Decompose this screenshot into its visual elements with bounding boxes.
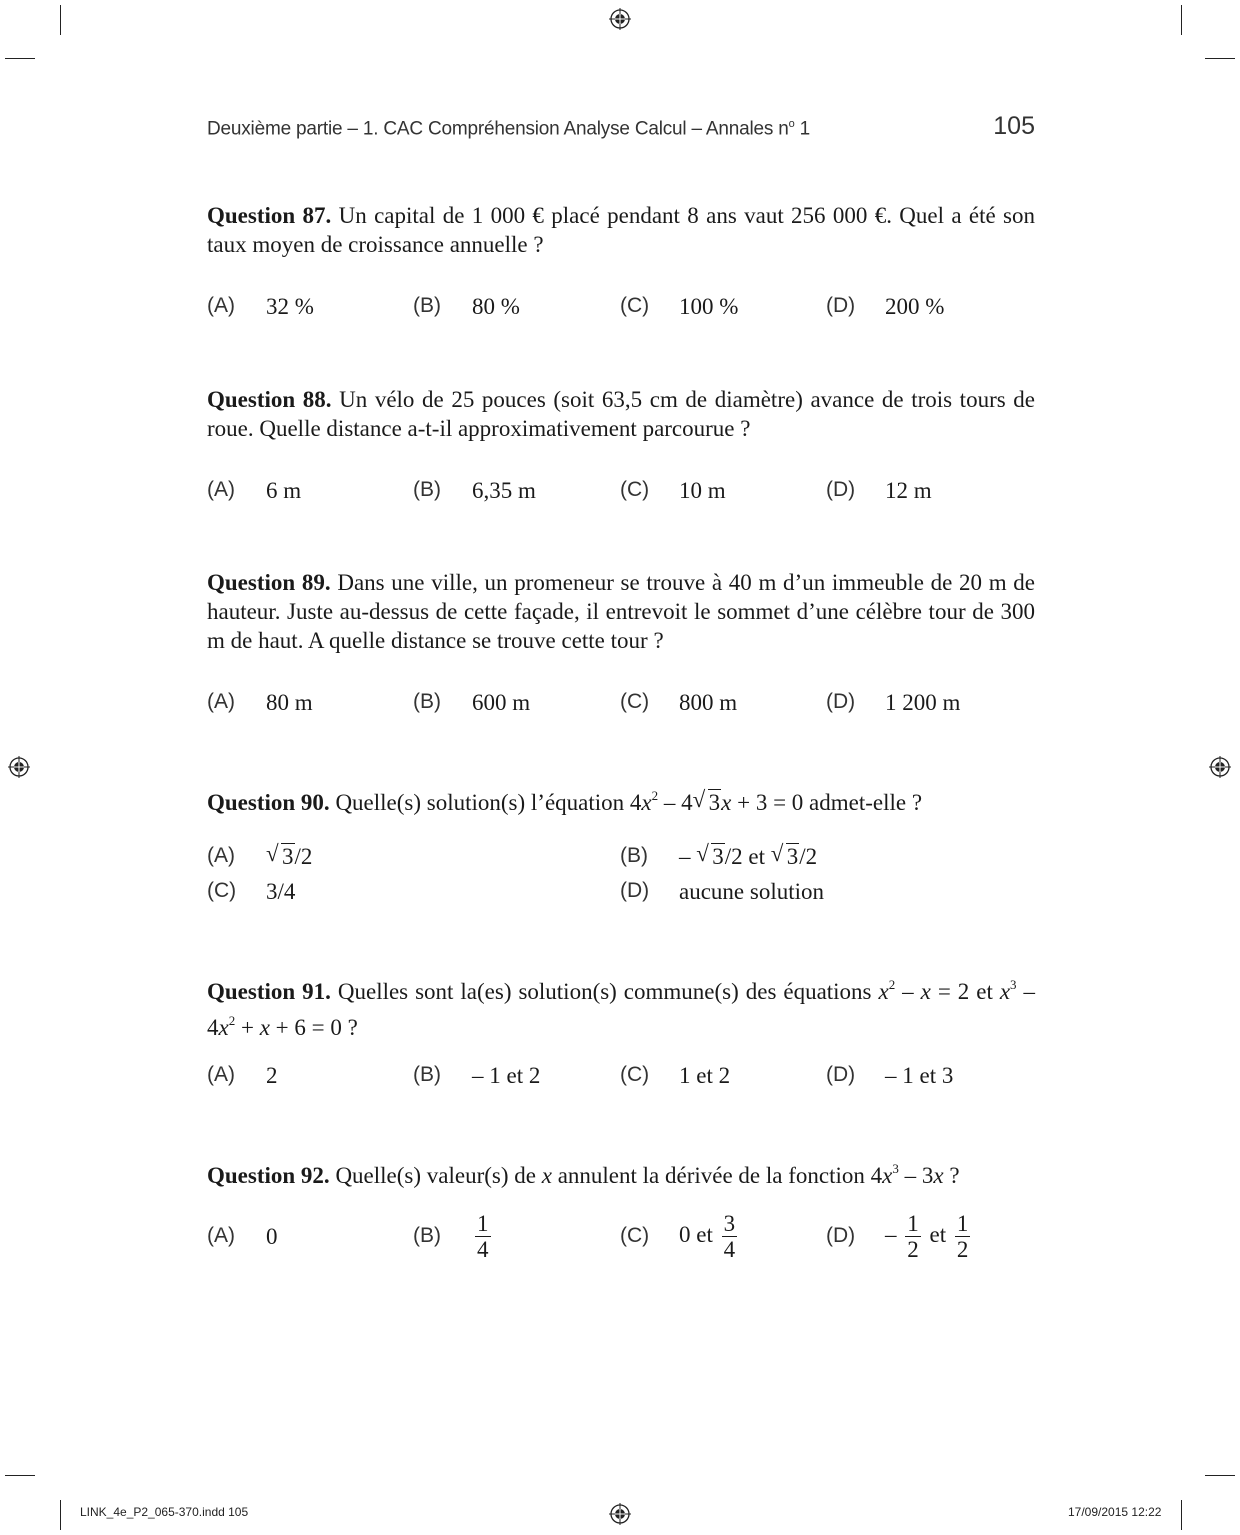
question-label: Question 89. xyxy=(207,570,331,595)
crop-mark xyxy=(1181,5,1182,35)
question-90 xyxy=(207,781,1035,817)
crop-mark xyxy=(60,5,61,35)
running-title: Deuxième partie – 1. CAC Compréhension Analyse Calcul – Annales $n^o$ 1 xyxy=(207,118,810,140)
question-text-end: admet-elle ? xyxy=(803,790,923,815)
registration-mark-icon xyxy=(1209,756,1231,778)
question-text: Quelle(s) valeur(s) de xyxy=(329,1163,542,1188)
registration-mark-icon xyxy=(8,756,30,778)
math-expression: $\frac{1}{4}$ xyxy=(477,1211,489,1262)
question-text: Un capital de 1 000 € placé pendant 8 ans vaut 256 000 €. Quel a été son taux moyen de croissance annuelle ? xyxy=(207,203,1035,257)
question-text: Quelle(s) solution(s) l’équation 4 xyxy=(329,790,642,815)
book-page: Deuxième partie – 1. CAC Compréhension Analyse Calcul – Annales $n^o$ 1 105 Question 87. Un capital de 1 000 € placé pendant 8 ans vaut 256 000 €. Quel a été son taux moyen de croissance annuelle ? (A) 32 % (B) 80 % (C) 100 % (D) 200 % Question 88. Un vélo de 25 pouces (soit 63,5 cm de diamètre) avance de trois tours de roue. Quelle distance a-t-il approximativement parcourue ? (A) 6 m (B) 6,35 m (C) 10 m (D) 12 m Question 89. Dans une ville, un promeneur se trouve à 40 m d’un immeuble de 20 m de hauteur. Juste au-dessus de cette façade, il entrevoit le sommet d’une célèbre tour de 300 m de haut. A quelle distance se trouve cette tour ? (A) 80 m (B) 600 m (C) 800 m (D) 1 200 m Question 90. Quelle(s) solution(s) l’équation $4x^2 - 4$ √ 3x + 3 = 0 admet-elle ? (A) √ 3/2 (B) – √ 3/2 et √ 3/2 (C) 3/4 (D) aucune solution Question 91. Quelles sont la(es) solution(s) commune(s) des équations $x^2 - x = 2$ et $x^3 - 4x^2 + x + 6 = 0$ ? (A) 2 (B) – 1 et 2 (C) 1 et 2 (D) – 1 et 3 Question 92. Quelle(s) valeur(s) de x annulent la dérivée de la fonction $4x^3 - 3x$ ? (A) 0 (B) $\frac{1}{4}$ (C) 0 et $\frac{3}{4}$ (D) – $\frac{1}{2}$ et $\frac{1}{2}$ LINK_4e_P2_065-370.indd 105 17/09/2015 12:22 xyxy=(0,0,1240,1535)
crop-mark xyxy=(1205,1475,1235,1476)
math-expression: √ 3/2 xyxy=(266,841,313,869)
question-label: Question 92. xyxy=(207,1163,330,1188)
question-text: Un vélo de 25 pouces (soit 63,5 cm de diamètre) avance de trois tours de roue. Quelle distance a-t-il approximativement parcourue ? xyxy=(207,387,1035,441)
question-label: Question 90. xyxy=(207,790,330,815)
math-expression: $x^2 - x = 2$ xyxy=(878,977,970,1004)
math-expression: – √ 3/2 et √ 3/2 xyxy=(679,841,818,869)
question-87 xyxy=(207,201,1035,259)
page-number: 105 xyxy=(993,112,1035,140)
question-89 xyxy=(207,568,1035,655)
math-expression: 0 et $\frac{3}{4}$ xyxy=(679,1211,736,1262)
registration-mark-icon xyxy=(609,1503,631,1525)
crop-mark xyxy=(60,1500,61,1530)
print-timestamp: 17/09/2015 12:22 xyxy=(1068,1505,1162,1519)
file-slug: LINK_4e_P2_065-370.indd 105 xyxy=(80,1505,249,1519)
math-expression: – $\frac{1}{2}$ et $\frac{1}{2}$ xyxy=(885,1211,969,1262)
crop-mark xyxy=(5,58,35,59)
math-expression: $x^3 - 4x^2 + x + 6 = 0$ ? xyxy=(207,977,1035,1040)
question-91: Question 91. Quelles sont la(es) solution(s) commune(s) des équations $x^2 - x = 2$ et $x^3 - 4x^2 + x + 6 = 0$ ? xyxy=(207,977,1035,1040)
crop-mark xyxy=(1181,1500,1182,1530)
registration-mark-icon xyxy=(609,8,631,30)
question-text: Quelles sont la(es) solution(s) commune(s) des équations xyxy=(330,979,879,1004)
crop-mark xyxy=(5,1475,35,1476)
question-92: Question 92. Quelle(s) valeur(s) de x annulent la dérivée de la fonction $4x^3 - 3x$ ? xyxy=(207,1161,960,1188)
question-88 xyxy=(207,385,1035,443)
running-header xyxy=(207,112,1035,146)
crop-mark xyxy=(1205,58,1235,59)
question-label: Question 91. xyxy=(207,979,331,1004)
math-expression: $x^2 - 4$ √ 3x + 3 = 0 xyxy=(641,787,804,815)
math-expression: $x^3 - 3x$ xyxy=(882,1161,944,1188)
question-text: Dans une ville, un promeneur se trouve à 40 m d’un immeuble de 20 m de hauteur. Juste au-dessus de cette façade, il entrevoit le sommet d’une célèbre tour de 300 m de haut. A quelle distance se trouve cette tour ? xyxy=(207,570,1035,653)
question-label: Question 87. xyxy=(207,203,332,228)
question-label: Question 88. xyxy=(207,387,332,412)
